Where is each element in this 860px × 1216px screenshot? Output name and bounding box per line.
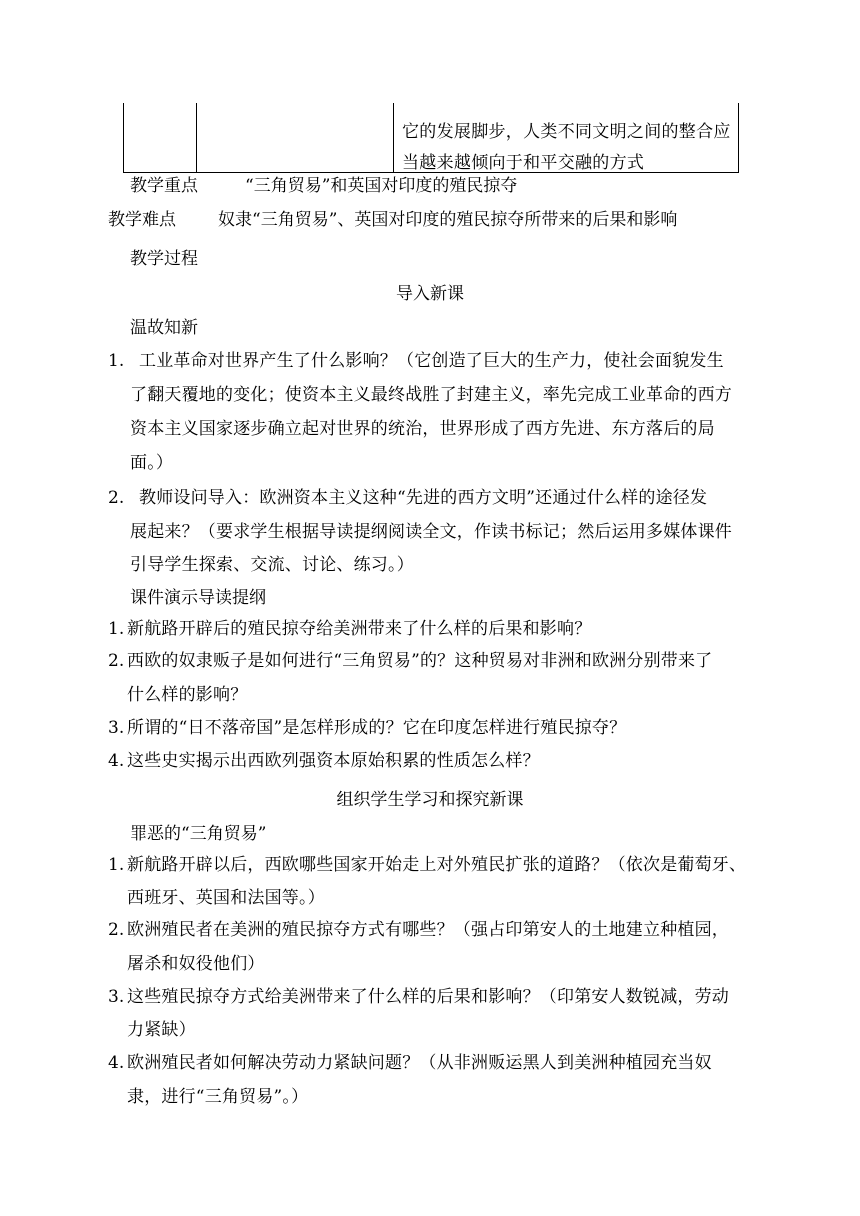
table-fragment xyxy=(123,103,739,173)
list-line: 面。） xyxy=(130,453,174,473)
list-line: 西欧的奴隶贩子是如何进行“三角贸易”的？这种贸易对非洲和欧洲分别带来了 xyxy=(127,651,713,671)
list-line: 教师设问导入：欧洲资本主义这种“先进的西方文明”还通过什么样的途径发 xyxy=(139,488,708,508)
list-line: 西班牙、英国和法国等。） xyxy=(127,888,325,908)
section-heading-intro: 导入新课 xyxy=(396,284,464,304)
table-border-right xyxy=(738,103,739,173)
list-line: 所谓的“日不落帝国”是怎样形成的？它在印度怎样进行殖民掠夺？ xyxy=(127,718,627,738)
list-line: 欧洲殖民者在美洲的殖民掠夺方式有哪些？（强占印第安人的土地建立种植园， xyxy=(127,920,729,940)
triangle-trade-label: 罪恶的“三角贸易” xyxy=(130,824,267,844)
review-label: 温故知新 xyxy=(130,318,198,338)
list-number: 3. xyxy=(108,718,125,738)
list-line: 什么样的影响？ xyxy=(127,685,248,705)
list-number: 4. xyxy=(108,751,125,771)
section-heading-explore: 组织学生学习和探究新课 xyxy=(336,790,524,810)
outline-label: 课件演示导读提纲 xyxy=(130,588,266,608)
list-line: 欧洲殖民者如何解决劳动力紧缺问题？（从非洲贩运黑人到美洲种植园充当奴 xyxy=(127,1053,712,1073)
table-divider-2 xyxy=(393,103,394,173)
list-line: 资本主义国家逐步确立起对世界的统治，世界形成了西方先进、东方落后的局 xyxy=(130,419,715,439)
list-line: 引导学生探索、交流、讨论、练习。） xyxy=(130,555,414,575)
list-number: 3. xyxy=(108,987,125,1007)
list-number: 1. xyxy=(108,351,125,371)
list-line: 隶，进行“三角贸易”。） xyxy=(127,1087,309,1107)
process-label: 教学过程 xyxy=(130,249,198,269)
list-line: 屠杀和奴役他们） xyxy=(127,954,265,974)
difficulties-label: 教学难点 xyxy=(108,210,176,230)
table-divider-1 xyxy=(196,103,197,173)
list-line: 新航路开辟后的殖民掠夺给美洲带来了什么样的后果和影响？ xyxy=(127,619,592,639)
table-cell-line: 当越来越倾向于和平交融的方式 xyxy=(402,153,645,173)
list-number: 2. xyxy=(108,920,125,940)
list-line: 展起来？（要求学生根据导读提纲阅读全文，作读书标记；然后运用多媒体课件 xyxy=(130,522,732,542)
list-line: 力紧缺） xyxy=(127,1020,196,1040)
key-points-value: “三角贸易”和英国对印度的殖民掠夺 xyxy=(245,176,518,196)
table-cell-line: 它的发展脚步，人类不同文明之间的整合应 xyxy=(402,122,731,142)
list-line: 了翻天覆地的变化；使资本主义最终战胜了封建主义，率先完成工业革命的西方 xyxy=(130,385,732,405)
list-line: 这些史实揭示出西欧列强资本原始积累的性质怎么样？ xyxy=(127,751,540,771)
table-border-left xyxy=(123,103,124,173)
list-number: 1. xyxy=(108,855,125,875)
list-line: 新航路开辟以后，西欧哪些国家开始走上对外殖民扩张的道路？（依次是葡萄牙、 xyxy=(127,855,747,875)
key-points-label: 教学重点 xyxy=(130,176,198,196)
list-number: 1. xyxy=(108,619,125,639)
list-number: 2. xyxy=(108,651,125,671)
difficulties-value: 奴隶“三角贸易”、英国对印度的殖民掠夺所带来的后果和影响 xyxy=(218,210,678,230)
list-number: 4. xyxy=(108,1053,125,1073)
list-line: 这些殖民掠夺方式给美洲带来了什么样的后果和影响？（印第安人数锐减，劳动 xyxy=(127,987,729,1007)
list-number: 2. xyxy=(108,488,125,508)
list-line: 工业革命对世界产生了什么影响？（它创造了巨大的生产力，使社会面貌发生 xyxy=(139,351,724,371)
